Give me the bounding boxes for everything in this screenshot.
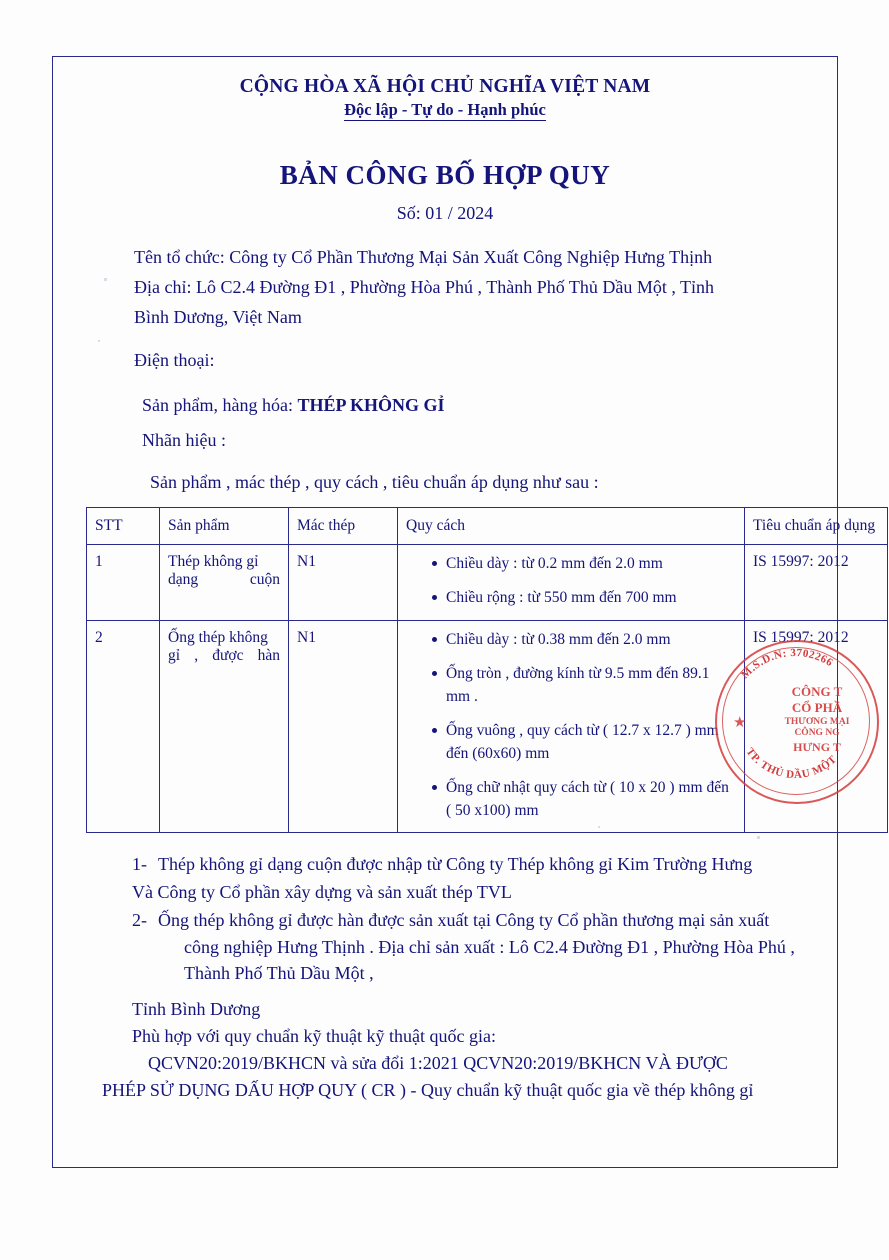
scan-speck bbox=[757, 836, 760, 839]
cell-product: Thép không gỉ dạng cuộn bbox=[160, 545, 289, 621]
product-line bbox=[142, 392, 804, 419]
spec-item: Ống chữ nhật quy cách từ ( 10 x 20 ) mm đến ( 50 x100) mm bbox=[432, 777, 736, 822]
spec-item: Ống vuông , quy cách từ ( 12.7 x 12.7 ) mm đến (60x60) mm bbox=[432, 720, 736, 765]
cell-stt: 1 bbox=[87, 545, 160, 621]
address-line-1 bbox=[134, 274, 804, 301]
scan-speck bbox=[598, 826, 600, 828]
spec-item: Chiều rộng : từ 550 mm đến 700 mm bbox=[432, 587, 736, 609]
intro-text: Sản phẩm , mác thép , quy cách , tiêu chuẩn áp dụng như sau : bbox=[150, 472, 599, 492]
note-2-line-2: công nghiệp Hưng Thịnh . Địa chỉ sản xuất : Lô C2.4 Đường Đ1 , Phường Hòa Phú , bbox=[184, 936, 795, 957]
cell-spec bbox=[398, 620, 745, 832]
conformity-label: Phù hợp với quy chuẩn kỹ thuật kỹ thuật quốc gia: bbox=[132, 1025, 496, 1046]
spec-item: Chiều dày : từ 0.38 mm đến 2.0 mm bbox=[432, 629, 736, 651]
address-line-2: Bình Dương, Việt Nam bbox=[134, 307, 302, 327]
table-row bbox=[87, 545, 888, 621]
scan-speck bbox=[98, 340, 100, 342]
note-2-line-3: Thành Phố Thủ Dầu Một , bbox=[184, 962, 374, 983]
organization-block bbox=[86, 244, 804, 331]
note-1-text bbox=[158, 851, 804, 877]
header-standard: Tiêu chuẩn áp dụng bbox=[745, 508, 888, 545]
header-spec: Quy cách bbox=[398, 508, 745, 545]
organization-label: Tên tổ chức: bbox=[134, 247, 230, 267]
product-label: Sản phẩm, hàng hóa: bbox=[142, 395, 298, 415]
cell-stt: 2 bbox=[87, 620, 160, 832]
stamp-line-5: HƯNG T bbox=[793, 740, 841, 755]
spec-list bbox=[406, 629, 736, 822]
specification-table bbox=[86, 507, 888, 833]
cell-product: Ống thép không gỉ , được hàn bbox=[160, 620, 289, 832]
cell-grade: N1 bbox=[289, 545, 398, 621]
note-1-line-2: Và Công ty Cổ phần xây dựng và sản xuất thép TVL bbox=[132, 882, 512, 903]
table-body bbox=[87, 545, 888, 833]
phone-block bbox=[86, 347, 804, 374]
organization-line bbox=[134, 244, 804, 271]
product-value: THÉP KHÔNG GỈ bbox=[297, 395, 445, 415]
phone-label: Điện thoại: bbox=[134, 350, 215, 370]
address-label: Địa chỉ: bbox=[134, 277, 196, 297]
header-stt: STT bbox=[87, 508, 160, 545]
document-content bbox=[52, 56, 876, 1168]
page-title: BẢN CÔNG BỐ HỢP QUY bbox=[279, 160, 611, 190]
national-motto bbox=[86, 100, 804, 120]
stamp-arc-bottom-text: TP. THỦ DẦU MỘT bbox=[743, 745, 840, 782]
organization-name: Công ty Cổ Phần Thương Mại Sản Xuất Công Nghiệp Hưng Thịnh bbox=[229, 247, 713, 267]
stamp-line-3: THƯƠNG MẠI bbox=[784, 716, 850, 727]
cell-spec bbox=[398, 545, 745, 621]
table-header-row bbox=[87, 508, 888, 545]
stamp-arc-top-text: M.S.D.N: 3702266 bbox=[739, 646, 835, 682]
note-1-line-1: Thép không gỉ dạng cuộn được nhập từ Công ty Thép không gỉ Kim Trường Hưng bbox=[158, 854, 753, 875]
note-1-number: 1- bbox=[132, 854, 147, 875]
spec-item: Ống tròn , đường kính từ 9.5 mm đến 89.1 mm . bbox=[432, 663, 736, 708]
cell-grade: N1 bbox=[289, 620, 398, 832]
stamp-line-2: CỔ PHẦ bbox=[791, 700, 843, 716]
conformity-line-2: PHÉP SỬ DỤNG DẤU HỢP QUY ( CR ) - Quy chuẩn kỹ thuật quốc gia về thép không gỉ bbox=[102, 1079, 754, 1100]
spec-item: Chiều dày : từ 0.2 mm đến 2.0 mm bbox=[432, 553, 736, 575]
stamp-line-4: CÔNG NG bbox=[794, 728, 840, 739]
cell-standard: IS 15997: 2012 bbox=[745, 545, 888, 621]
national-motto-text: Độc lập - Tự do - Hạnh phúc bbox=[344, 100, 546, 119]
note-1 bbox=[132, 851, 804, 877]
note-2-line-1: Ống thép không gỉ được hàn được sản xuất tại Công ty Cổ phần thương mại sản xuất bbox=[158, 910, 770, 931]
brand-label: Nhãn hiệu : bbox=[142, 430, 226, 450]
header-grade: Mác thép bbox=[289, 508, 398, 545]
header-product: Sản phẩm bbox=[160, 508, 289, 545]
stamp-line-1: CÔNG T bbox=[791, 684, 843, 699]
province-line: Tỉnh Bình Dương bbox=[132, 998, 261, 1019]
address-value-1: Lô C2.4 Đường Đ1 , Phường Hòa Phú , Thành Phố Thủ Dầu Một , Tỉnh bbox=[195, 277, 715, 297]
note-2-number: 2- bbox=[132, 910, 147, 931]
notes-block bbox=[86, 851, 804, 985]
table-row bbox=[87, 620, 888, 832]
scan-speck bbox=[104, 278, 107, 281]
note-2 bbox=[132, 907, 804, 985]
cell-standard: IS 15997: 2012 bbox=[745, 620, 888, 832]
document-number: Số: 01 / 2024 bbox=[396, 203, 494, 223]
conformity-line-1: QCVN20:2019/BKHCN và sửa đổi 1:2021 QCVN20:2019/BKHCN VÀ ĐƯỢC bbox=[148, 1052, 728, 1073]
product-block bbox=[86, 392, 804, 454]
tail-block bbox=[86, 996, 804, 1104]
note-2-text bbox=[158, 907, 804, 985]
stamp-star-icon: ★ bbox=[733, 715, 747, 731]
national-heading: CỘNG HÒA XÃ HỘI CHỦ NGHĨA VIỆT NAM bbox=[239, 76, 651, 97]
table-head bbox=[87, 508, 888, 545]
spec-list bbox=[406, 553, 736, 610]
